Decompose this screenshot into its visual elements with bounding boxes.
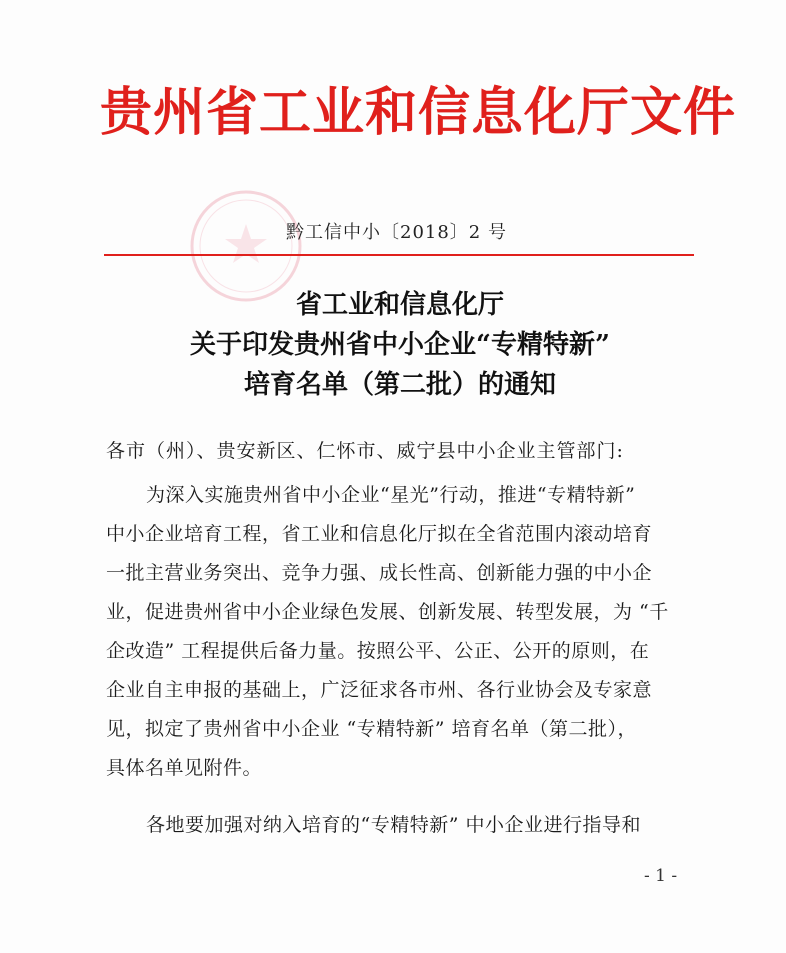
paragraph1-line: 中小企业培育工程，省工业和信息化厅拟在全省范围内滚动培育: [106, 523, 653, 545]
paragraph1-line: 具体名单见附件。: [106, 757, 263, 779]
paragraph2-line: 各地要加强对纳入培育的“专精特新” 中小企业进行指导和: [146, 814, 641, 836]
title-line: 省工业和信息化厅: [295, 290, 504, 320]
paragraph1-line: 企业自主申报的基础上，广泛征求各市州、各行业协会及专家意: [106, 679, 653, 701]
title-line: 关于印发贵州省中小企业“专精特新”: [190, 330, 610, 360]
title-line: 培育名单（第二批）的通知: [243, 370, 556, 400]
notice-title: [120, 285, 680, 405]
addressee-line: 各市（州）、贵安新区、仁怀市、威宁县中小企业主管部门:: [106, 440, 624, 462]
paragraph1-line: 见，拟定了贵州省中小企业 “专精特新” 培育名单（第二批），: [106, 718, 638, 740]
document-number: 黔工信中小〔2018〕2 号: [286, 222, 507, 243]
header-red-divider: [104, 254, 694, 256]
body-text: [106, 476, 706, 845]
paragraph1-line: 业，促进贵州省中小企业绿色发展、创新发展、转型发展，为 “千: [106, 601, 669, 623]
paragraph1-line: 为深入实施贵州省中小企业“星光”行动，推进“专精特新”: [146, 484, 636, 506]
paragraph1-line: 一批主营业务突出、竞争力强、成长性高、创新能力强的中小企: [106, 562, 653, 584]
document-header-title: 贵州省工业和信息化厅文件: [100, 82, 737, 143]
page-number: - 1 -: [644, 866, 678, 886]
paragraph1-line: 企改造” 工程提供后备力量。按照公平、公正、公开的原则，在: [106, 640, 650, 662]
